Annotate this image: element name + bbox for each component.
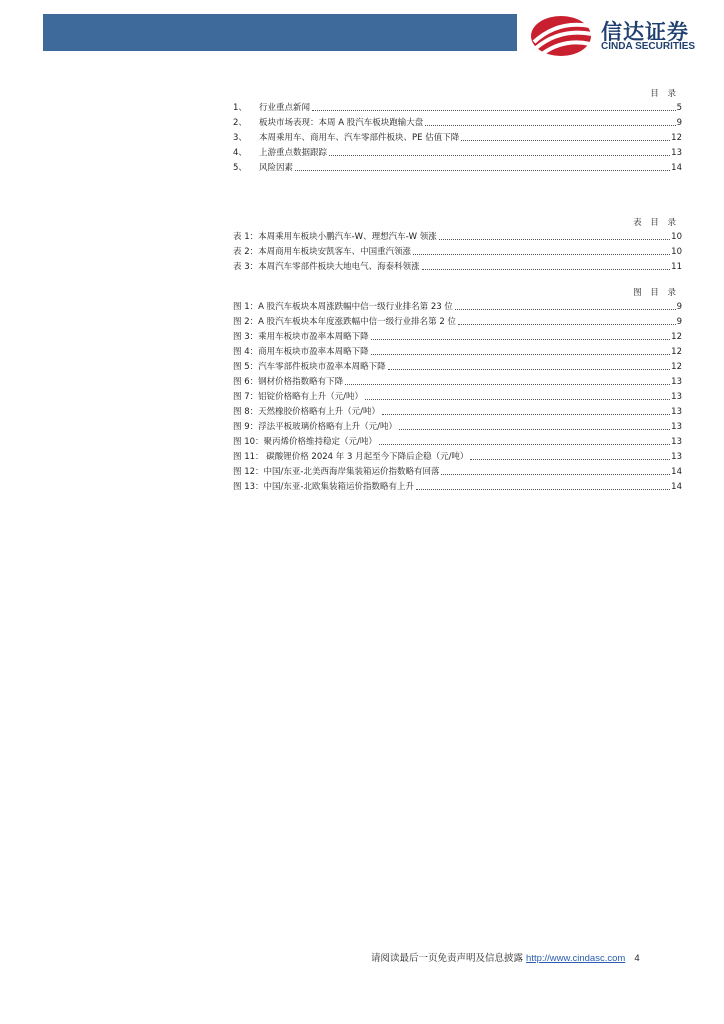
figure-entry-page: 14 [671, 482, 682, 492]
toc-title: 目 录 [650, 89, 679, 99]
figure-entry[interactable] [233, 375, 682, 390]
figure-entry-page: 13 [671, 407, 682, 417]
toc-num: 2、 [233, 118, 247, 128]
figure-entry-text: 图 3：乘用车板块市盈率本周略下降 [233, 332, 369, 342]
toc-text: 板块市场表现：本周 A 股汽车板块跑输大盘 [259, 118, 424, 128]
figure-entry[interactable] [233, 315, 682, 330]
toc-section [233, 87, 682, 176]
figure-entry-text: 图 11： 碳酸锂价格 2024 年 3 月起至今下降后企稳（元/吨） [233, 452, 469, 462]
dot-leader [345, 375, 670, 385]
figure-entry-text: 图 7：铝锭价格略有上升（元/吨） [233, 392, 363, 402]
toc-text: 风险因素 [259, 163, 294, 173]
table-entry-page: 10 [671, 247, 682, 257]
dot-leader [413, 245, 670, 255]
dot-leader [382, 405, 670, 415]
dot-leader [470, 450, 670, 460]
table-entry-text: 表 1：本周乘用车板块小鹏汽车-W、理想汽车-W 领涨 [233, 232, 437, 242]
toc-text: 上游重点数据跟踪 [259, 148, 328, 158]
toc-num: 4、 [233, 148, 247, 158]
dot-leader [329, 146, 670, 156]
tables-title: 表 目 录 [633, 218, 679, 228]
page-number: 4 [634, 953, 640, 964]
figure-entry-text: 图 9：浮法平板玻璃价格略有上升（元/吨） [233, 422, 397, 432]
dot-leader [461, 131, 670, 141]
figure-entry-page: 13 [671, 437, 682, 447]
figure-entry[interactable] [233, 465, 682, 480]
brand-logo [528, 12, 708, 58]
cinda-globe-icon [528, 12, 598, 58]
table-entry-text: 表 3：本周汽车零部件板块大地电气、海泰科领涨 [233, 262, 420, 272]
figure-entry-text: 图 10：聚丙烯价格维持稳定（元/吨） [233, 437, 377, 447]
toc-row[interactable] [233, 161, 682, 176]
toc-page: 9 [676, 118, 682, 128]
table-entry-text: 表 2：本周商用车板块安凯客车、中国重汽领涨 [233, 247, 412, 257]
figure-entry-page: 14 [671, 467, 682, 477]
toc-page: 13 [671, 148, 682, 158]
dot-leader [422, 260, 671, 270]
toc-text: 行业重点新闻 [259, 103, 311, 113]
figure-entry[interactable] [233, 330, 682, 345]
dot-leader [371, 330, 671, 340]
dot-leader [439, 230, 670, 240]
dot-leader [425, 116, 675, 126]
toc-page: 14 [671, 163, 682, 173]
figure-entry-page: 12 [671, 347, 682, 357]
dot-leader [458, 315, 676, 325]
toc-page: 12 [671, 133, 682, 143]
figure-entry-page: 12 [671, 362, 682, 372]
toc-row[interactable] [233, 116, 682, 131]
figure-entry[interactable] [233, 390, 682, 405]
figure-entry-page: 13 [671, 422, 682, 432]
figure-entry-page: 12 [671, 332, 682, 342]
page-footer [371, 950, 640, 964]
figure-entry-page: 9 [676, 317, 682, 327]
figure-entry[interactable] [233, 435, 682, 450]
brand-name-cn: 信达证券 [601, 20, 689, 44]
dot-leader [365, 390, 670, 400]
toc-num: 1、 [233, 103, 247, 113]
toc-text: 本周乘用车、商用车、汽车零部件板块、PE 估值下降 [259, 133, 460, 143]
dot-leader [379, 435, 670, 445]
figure-entry-page: 13 [671, 452, 682, 462]
dot-leader [371, 345, 671, 355]
dot-leader [295, 161, 670, 171]
footer-disclaimer: 请阅读最后一页免责声明及信息披露 [371, 953, 524, 964]
toc-row[interactable] [233, 101, 682, 116]
figure-entry-text: 图 1：A 股汽车板块本周涨跌幅中信一级行业排名第 23 位 [233, 302, 453, 312]
dot-leader [388, 360, 671, 370]
figure-entry[interactable] [233, 480, 682, 495]
figure-entry-page: 13 [671, 377, 682, 387]
toc-row[interactable] [233, 146, 682, 161]
figure-entry[interactable] [233, 360, 682, 375]
figure-entry[interactable] [233, 450, 682, 465]
dot-leader [441, 465, 670, 475]
figure-entry-text: 图 6：钢材价格指数略有下降 [233, 377, 344, 387]
toc-num: 5、 [233, 163, 247, 173]
table-entry-page: 10 [671, 232, 682, 242]
toc-row[interactable] [233, 131, 682, 146]
table-entry-page: 11 [671, 262, 682, 272]
toc-page: 5 [676, 103, 682, 113]
figure-entry-text: 图 13：中国/东亚-北欧集装箱运价指数略有上升 [233, 482, 414, 492]
dot-leader [399, 420, 670, 430]
figure-entry[interactable] [233, 405, 682, 420]
toc-num: 3、 [233, 133, 247, 143]
table-entry[interactable] [233, 245, 682, 260]
table-entry[interactable] [233, 260, 682, 275]
dot-leader [455, 300, 676, 310]
dot-leader [312, 101, 676, 111]
header-bar [43, 14, 517, 51]
figure-entry[interactable] [233, 420, 682, 435]
footer-link[interactable]: http://www.cindasc.com [526, 953, 626, 964]
figures-title: 图 目 录 [633, 288, 679, 298]
table-entry[interactable] [233, 230, 682, 245]
figure-entry-text: 图 12：中国/东亚-北美西海岸集装箱运价指数略有回落 [233, 467, 440, 477]
figure-entry-page: 13 [671, 392, 682, 402]
brand-name-en: CINDA SECURITIES [601, 41, 696, 52]
dot-leader [416, 480, 670, 490]
figure-entry-text: 图 8：天然橡胶价格略有上升（元/吨） [233, 407, 380, 417]
tables-section [233, 216, 682, 275]
figure-entry[interactable] [233, 300, 682, 315]
figures-section [233, 286, 682, 495]
figure-entry-text: 图 5：汽车零部件板块市盈率本周略下降 [233, 362, 386, 372]
figure-entry-text: 图 2：A 股汽车板块本年度涨跌幅中信一级行业排名第 2 位 [233, 317, 456, 327]
figure-entry-page: 9 [676, 302, 682, 312]
figure-entry-text: 图 4：商用车板块市盈率本周略下降 [233, 347, 369, 357]
figure-entry[interactable] [233, 345, 682, 360]
